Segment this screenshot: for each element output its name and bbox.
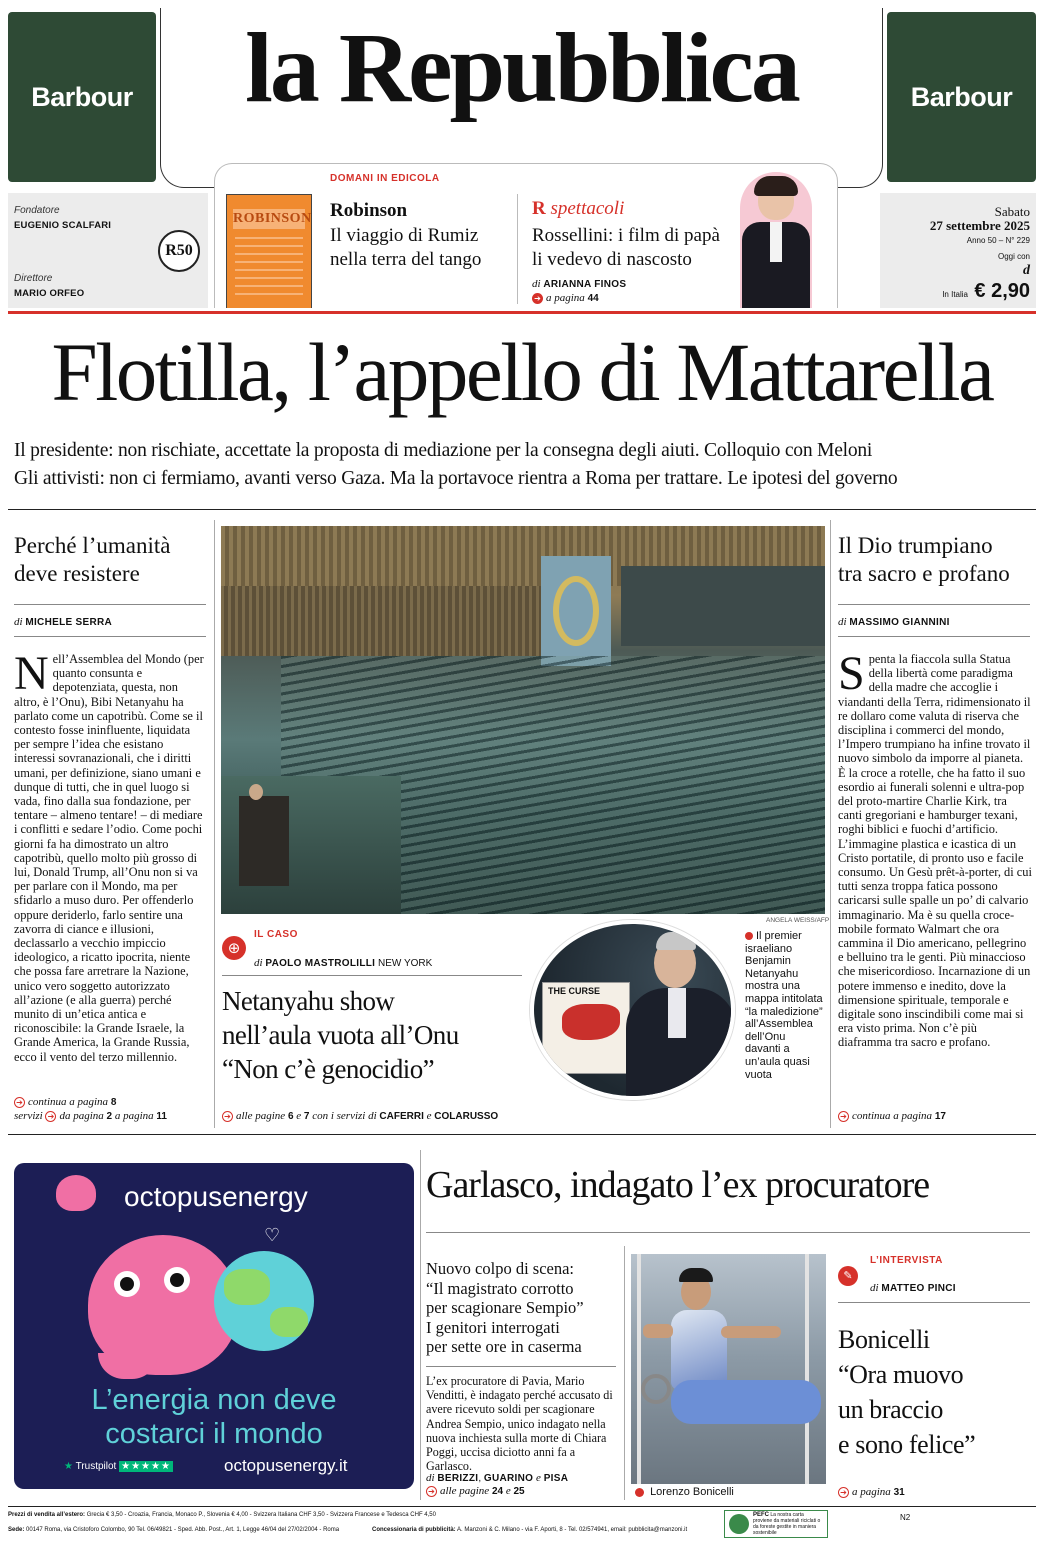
left-col-title[interactable]: Perché l’umanità deve resistere [14,533,171,586]
left-col-servizi[interactable]: servizi ➔ da pagina 2 a pagina 11 [14,1110,167,1122]
garlasco-ref[interactable]: ➔ alle pagine 24 e 25 [426,1485,525,1497]
map-label: THE CURSE [548,986,601,996]
barbour-ad-left[interactable] [8,12,156,182]
right-col-byline: di MASSIMO GIANNINI [838,616,950,628]
octopus-energy-ad[interactable] [14,1163,414,1489]
director-name: MARIO ORFEO [14,288,85,299]
price-label: In Italia [942,290,968,299]
page-code: N2 [900,1513,911,1522]
globe-icon: ⊕ [222,936,246,960]
footer-sede: Sede: 00147 Roma, via Cristoforo Colombo, 90 Tel. 06/49821 - Sped. Abb. Post., Art. 1, Legge 46/04 del 27/02/2004 - Roma [8,1527,340,1533]
tree-icon [729,1514,749,1534]
caso-headline[interactable]: Netanyahu show nell’aula vuota all’Onu “Non c’è genocidio” [222,986,459,1084]
trustpilot-stars: ★★★★★ [121,1461,171,1472]
octopus-logo-icon [56,1175,96,1211]
arrow-icon [745,932,753,940]
arrow-icon: ➔ [222,1111,233,1122]
trustpilot-star-icon: ★ [64,1461,73,1472]
header-rule [8,311,1036,314]
right-col-continue[interactable]: ➔ continua a pagina 17 [838,1110,946,1122]
earth-mascot-icon [214,1251,314,1351]
netanyahu-photo[interactable] [530,920,735,1100]
right-dropcap: S [838,647,865,700]
arrow-icon: ➔ [45,1111,56,1122]
section-rule-2 [8,1134,1036,1135]
arrow-icon: ➔ [838,1487,849,1498]
caso-kicker: IL CASO [254,929,298,940]
octopus-brand-1: octopus [124,1181,223,1212]
bonicelli-photo-caption: Lorenzo Bonicelli [635,1486,734,1498]
garlasco-headline[interactable]: Garlasco, indagato l’ex procuratore [426,1164,930,1206]
left-col-continue[interactable]: ➔ continua a pagina 8 [14,1096,116,1108]
arrow-icon: ➔ [14,1097,25,1108]
left-col-body: Nell’Assemblea del Mondo (per quanto consunta e depotenziata, questa, non altro, è l’Onu), Bibi Netanyahu ha parlato come un capotribù. Come se il contesto fosse ininfluente, liquidata per sempre l’idea che esistano interessi sovranazionali, che i diritti umani, per definizione, siano umani e dunque di tutti, che in quel luogo si vada, fino dalla sua fondazione, per tentare – almeno tentare! – di mediare i conflitti e sedare l’odio. Come pochi giorni fa ha dimostrato un altro capotribù, quello molto più grosso di lui, Donald Trump, all’Onu non si va per parlare con il Mondo, ma per sfidarlo a muso duro. Per offenderlo oppure deriderlo, farlo sentire una zavorra di ciance e illusioni, declassarlo a vecchio impiccio ideologico, a ricatto ipocrita, niente che possa fare arretrare la Nazione, unico vero soggetto autorizzato all’azione (e alla guerra) perché munito di un’etica antica e riconoscibile: la Grande Israele, la Grande America, la Grande Russia, ecco il vento del terzo millennio. [14,647,204,1064]
photo-credit: ANGELA WEISS/AFP [766,917,830,924]
octopus-brand-2: energy [222,1181,308,1212]
spettacoli-word: spettacoli [550,198,625,219]
arrow-icon: ➔ [532,293,543,304]
spettacoli-line1[interactable]: Rossellini: i film di papà [532,225,720,246]
founder-name: EUGENIO SCALFARI [14,220,112,231]
footer-prices: Prezzi di vendita all’estero: Grecia € 3,50 - Croazia, Francia, Monaco P., Slovenia € 4,00 - Svizzera Italiana CHF 3,50 - Svizzera Francese e Tedesca CHF 4,50 [8,1512,436,1518]
section-rule [8,509,1036,510]
teaser-divider [517,194,518,304]
date-full: 27 settembre 2025 [929,218,1030,233]
octopus-url[interactable]: octopusenergy.it [224,1456,348,1475]
masthead-logo[interactable]: la Repubblica [245,12,798,123]
main-subhead-2: Gli attivisti: non ci fermiamo, avanti verso Gaza. Ma la portavoce rientra a Roma per trattare. Le ipotesi del governo [14,468,898,489]
spettacoli-line2: li vedevo di nascosto [532,249,692,270]
robinson-cover-title: ROBINSON [233,209,305,229]
main-subhead-1: Il presidente: non rischiate, accettate la proposta di mediazione per la consegna degli aiuti. Colloquio con Meloni [14,440,873,461]
spettacoli-byline: di ARIANNA FINOS [532,278,627,290]
right-col-title[interactable]: Il Dio trumpiano tra sacro e profano [838,533,1010,586]
today-with: Oggi con [997,252,1030,261]
interview-headline[interactable]: Bonicelli “Ora muovo un braccio e sono felice” [838,1325,976,1459]
interview-byline: di MATTEO PINCI [870,1282,956,1294]
r50-logo: R50 [165,242,193,259]
barbour-ad-right[interactable] [887,12,1036,182]
garlasco-body: L’ex procuratore di Pavia, Mario Venditti, è indagato perché accusato di avere ricevuto soldi per scagionare Andrea Sempio, unico indagato nella nuova inchiesta sulla morte di Chiara Poggi, uccisa diciotto anni fa a Garlasco. [426,1374,613,1474]
footer-concessionaria: Concessionaria di pubblicità: A. Manzoni & C. Milano - via F. Aporti, 8 - Tel. 02/574941, email: pubblicita@manzoni.it [372,1527,688,1533]
issue-number: Anno 50 – N° 229 [966,236,1030,245]
robinson-line2: nella terra del tango [330,249,482,270]
main-headline[interactable]: Flotilla, l’appello di Mattarella [51,326,993,418]
robinson-title[interactable]: Robinson [330,200,408,221]
netanyahu-caption: Il premier israeliano Benjamin Netanyahu mostra una mappa intitolata “la maledizione” all’Assemblea dell’Onu davanti a un’aula quasi vuota [745,930,823,1081]
microphone-icon: ✎ [838,1266,858,1286]
interview-kicker: L’INTERVISTA [870,1255,943,1266]
bonicelli-photo[interactable] [631,1254,826,1484]
caso-byline: di PAOLO MASTROLILLI NEW YORK [254,957,433,969]
left-col-byline: di MICHELE SERRA [14,616,113,628]
date-day: Sabato [994,204,1030,219]
octopus-slogan-1: L’energia non deve [91,1384,337,1416]
d-logo: d [1023,263,1030,278]
caso-ref[interactable]: ➔ alle pagine 6 e 7 con i servizi di CAFERRI e COLARUSSO [222,1110,498,1122]
barbour-logo-text: Barbour [31,81,133,112]
spettacoli-ref[interactable]: ➔ a pagina 44 [532,292,599,304]
right-col-body: Spenta la fiaccola sulla Statua della libertà come paradigma della madre che accoglie i viandanti della Terra, ridimensionato il re dollaro come valuta di riserva che disciplina i commerci del mondo, l’Impero trumpiano ha infine trovato il nuovo simbolo da imporre al pianeta. È la croce a rotelle, che ha fatto il suo esordio ai funerali solenni e ultra-pop del proto-martire Charlie Kirk, tra canti gregoriani e hamburger texani, roghi biblici e fuochi d’artificio. L’immagine plastica e icastica di un Cristo portatile, di pronto uso e facile consumo. Un Gesù prêt-à-porter, di cui tutti senza troppa fatica possono caricarsi sulle spalle un po’ di calvario immaginario. Ma è su quella croce-mobile formato Walmart che ora cammina il Dio americano, pellegrino e belluino tra le genti. Più minaccioso che misericordioso. Incarnazione di un potere immenso e inedito, dove la dimensione spirituale, temporale e digitale sono inscindibili come mai si era visto prima. Non c’è più diaframma tra sacro e profano. [838,647,1032,1050]
barbour-logo-text: Barbour [910,81,1013,112]
garlasco-subhead: Nuovo colpo di scena: “Il magistrato corrotto per scagionare Sempio” I genitori interrogati per sette ore in caserma [426,1259,584,1356]
interview-ref[interactable]: ➔ a pagina 31 [838,1486,905,1498]
garlasco-byline: di BERIZZI, GUARINO e PISA [426,1472,569,1484]
spettacoli-r: R [532,198,546,219]
r50-badge [158,230,200,272]
heart-icon: ♡ [264,1225,281,1246]
price: € 2,90 [974,280,1030,302]
left-dropcap: N [14,647,49,700]
spettacoli-label [532,198,624,220]
un-assembly-photo[interactable] [221,526,825,914]
arrow-icon: ➔ [426,1486,437,1497]
robinson-line1: Il viaggio di Rumiz [330,225,479,246]
trustpilot-label: Trustpilot [75,1461,117,1472]
founder-label: Fondatore [14,205,60,216]
director-label: Direttore [14,273,53,284]
octopus-slogan-2: costarci il mondo [105,1418,323,1450]
arrow-icon: ➔ [838,1111,849,1122]
arrow-icon [635,1488,644,1497]
robinson-cover[interactable] [226,194,312,308]
rossellini-portrait [722,172,830,308]
teaser-kicker: DOMANI IN EDICOLA [330,173,440,184]
pefc-logo: PEFC La nostra carta proviene da materiali riciclati o da foreste gestite in maniera sostenibile [724,1510,828,1538]
